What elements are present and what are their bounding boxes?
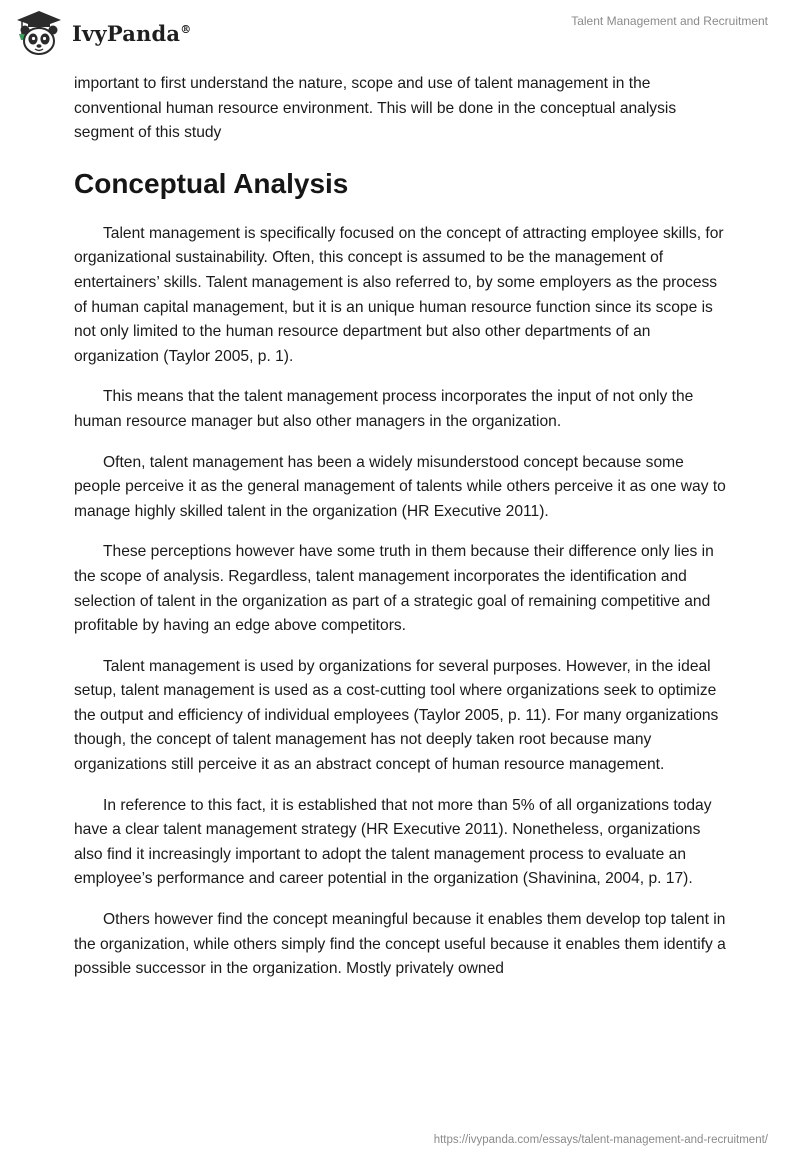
body-paragraph: Others however find the concept meaningful because it enables them develop top talent in the organization, while others simply find the concept useful because it enables them identify a possible successor in the organization. Mostly privately owned (74, 911, 726, 978)
body-paragraph: Often, talent management has been a widely misunderstood concept because some people perceive it as the general management of talents while others perceive it as one way to manage highly skilled talent in the organization (HR Executive 2011). (74, 453, 726, 520)
document-title: Talent Management and Recruitment (571, 14, 768, 28)
panda-graduate-icon (14, 8, 64, 58)
ivypanda-logo[interactable] (14, 8, 191, 58)
body-paragraph: These perceptions however have some truth in them because their difference only lies in the scope of analysis. Regardless, talent management incorporates the identification and selection of talent in the organization as part of a strategic goal of remaining competitive and profitable by having an edge above competitors. (74, 543, 714, 635)
source-url-link[interactable]: https://ivypanda.com/essays/talent-management-and-recruitment/ (433, 1134, 768, 1146)
section-heading: Conceptual Analysis (74, 167, 349, 199)
body-paragraph: This means that the talent management process incorporates the input of not only the human resource manager but also other managers in the organization. (74, 388, 694, 430)
body-paragraph: Talent management is used by organizations for several purposes. However, in the ideal setup, talent management is used as a cost-cutting tool where organizations seek to optimize the output and efficiency of individual employees (Taylor 2005, p. 11). For many organizations though, the concept of talent management has not deeply taken root because many organizations still perceive it as an abstract concept of human resource management. (74, 657, 719, 774)
essay-body (74, 72, 730, 998)
intro-paragraph: important to first understand the nature, scope and use of talent management in the conventional human resource environment. This will be done in the conceptual analysis segment of this study (74, 75, 677, 142)
page-header (0, 0, 800, 62)
body-paragraph: Talent management is specifically focused on the concept of attracting employee skills, for organizational sustainability. Often, this concept is assumed to be the management of entertainers’ skills. Talent management is also referred to, by some employers as the process of human capital management, but it is an unique human resource function since its scope is not only limited to the human resource department but also other departments of an organization (Taylor 2005, p. 1). (74, 224, 724, 365)
body-paragraph: In reference to this fact, it is established that not more than 5% of all organizations today have a clear talent management strategy (HR Executive 2011). Nonetheless, organizations also find it increasingly important to adopt the talent management process to evaluate an employee’s performance and career potential in the organization (Shavinina, 2004, p. 17). (74, 796, 712, 888)
logo-text: IvyPanda® (72, 20, 192, 46)
